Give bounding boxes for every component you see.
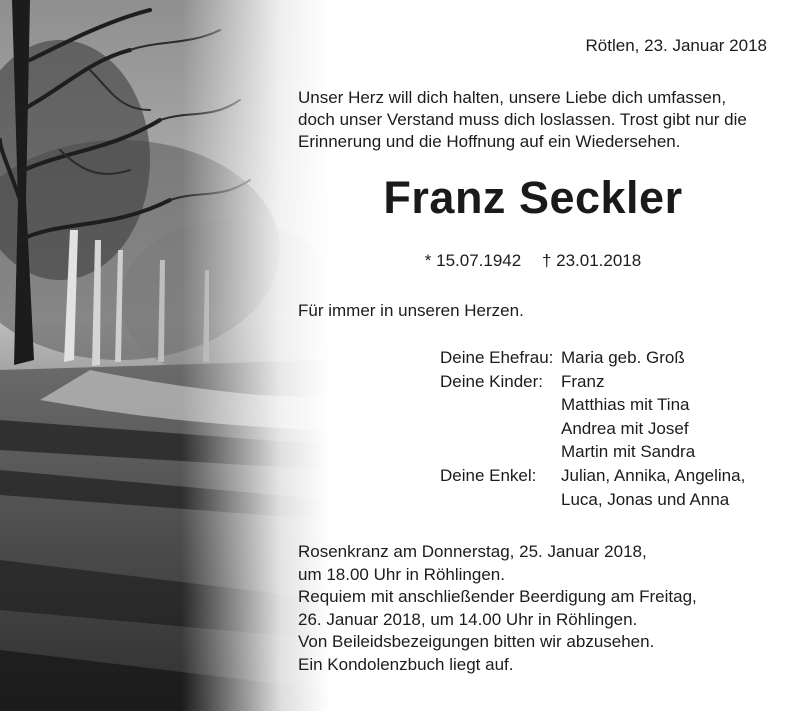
family-member: Julian, Annika, Angelina,: [561, 465, 746, 485]
quote-line: doch unser Verstand muss dich loslassen. Trost gibt nur die: [298, 110, 747, 129]
family-member: Andrea mit Josef: [561, 418, 689, 438]
service-line: Requiem mit anschließender Beerdigung am Freitag,: [298, 587, 697, 606]
service-line: 26. Januar 2018, um 14.00 Uhr in Röhlingen.: [298, 609, 638, 629]
family-member: Franz: [561, 371, 605, 391]
birth-date: * 15.07.1942: [424, 251, 522, 270]
service-details: [298, 541, 697, 676]
service-line: Rosenkranz am Donnerstag, 25. Januar 2018,: [298, 542, 647, 561]
family-label: Deine Ehefrau:: [440, 348, 554, 367]
service-line: um 18.00 Uhr in Röhlingen.: [298, 564, 505, 584]
death-date: † 23.01.2018: [541, 251, 642, 270]
family-row-spouse: [440, 346, 745, 370]
service-line: Ein Kondolenzbuch liegt auf.: [298, 654, 514, 674]
family-row-grandchildren: [440, 464, 745, 511]
condolence-quote: [298, 87, 768, 153]
service-line: Von Beileidsbezeigungen bitten wir abzusehen.: [298, 632, 655, 651]
deceased-name: Franz Seckler: [383, 172, 683, 223]
family-row-children: [440, 370, 745, 464]
family-label: Deine Kinder:: [440, 371, 544, 391]
family-label: Deine Enkel:: [440, 465, 537, 485]
family-member: Luca, Jonas und Anna: [561, 489, 730, 509]
life-dates: [298, 251, 768, 271]
family-member: Martin mit Sandra: [561, 442, 696, 462]
family-list: [440, 346, 745, 511]
quote-line: Unser Herz will dich halten, unsere Liebe dich umfassen,: [298, 88, 727, 107]
memory-line: Für immer in unseren Herzen.: [298, 301, 524, 320]
family-member: Maria geb. Groß: [561, 348, 685, 367]
family-member: Matthias mit Tina: [561, 395, 690, 415]
quote-line: Erinnerung und die Hoffnung auf ein Wiedersehen.: [298, 132, 681, 151]
forest-path-photo: [0, 0, 330, 711]
place-and-date: Rötlen, 23. Januar 2018: [585, 36, 767, 55]
